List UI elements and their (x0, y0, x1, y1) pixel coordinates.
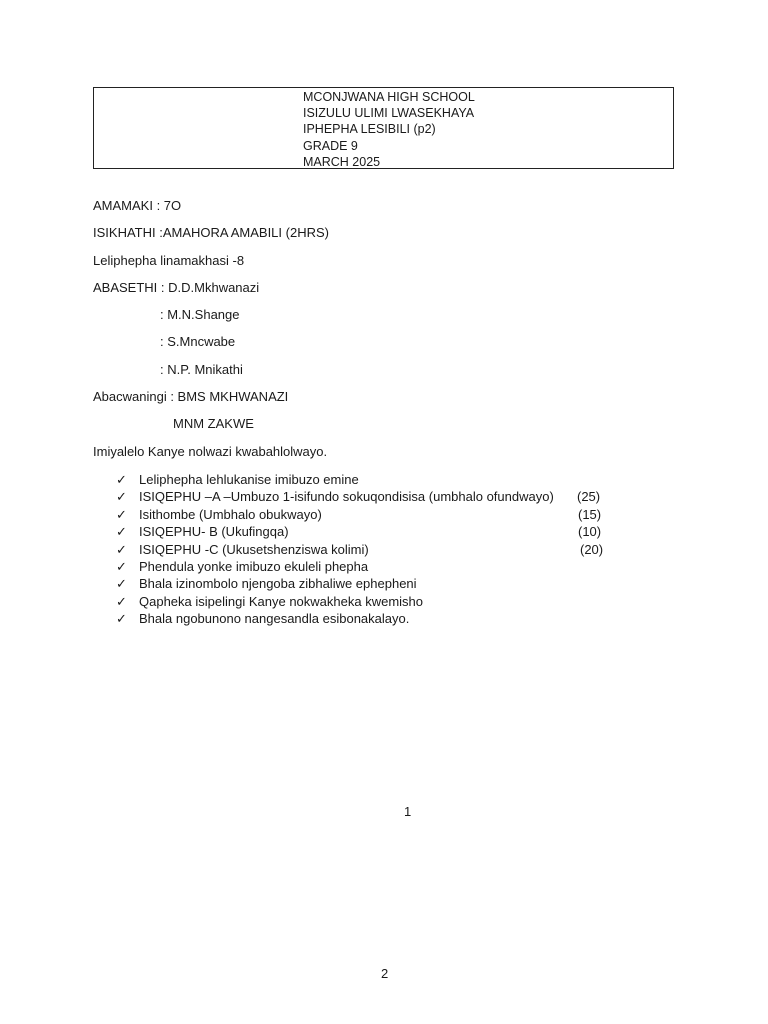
section-marks: (15) (578, 506, 602, 522)
section-marks: (20) (580, 541, 604, 557)
list-item-text: ISIQEPHU- B (Ukufingqa) (139, 524, 289, 540)
examiner-name: : M.N.Shange (160, 307, 240, 322)
examiners-line: ABASETHI : D.D.Mkhwanazi (93, 280, 260, 295)
exam-time: ISIKHATHI :AMAHORA AMABILI (2HRS) (93, 225, 329, 240)
school-name: MCONJWANA HIGH SCHOOL (303, 90, 475, 104)
checkmark-icon: ✓ (116, 576, 127, 592)
checkmark-icon: ✓ (116, 593, 127, 609)
checkmark-icon: ✓ (116, 558, 127, 574)
total-marks: AMAMAKI : 7O (93, 198, 182, 213)
page-count: Leliphepha linamakhasi -8 (93, 253, 245, 268)
subject-name: ISIZULU ULIMI LWASEKHAYA (303, 106, 475, 121)
list-item-text: Bhala izinombolo njengoba zibhaliwe ephepheni (139, 576, 417, 592)
section-marks: (10) (578, 524, 602, 540)
checkmark-icon: ✓ (116, 489, 127, 505)
paper-name: IPHEPHA LESIBILI (p2) (303, 122, 436, 137)
checkmark-icon: ✓ (116, 524, 127, 540)
checkmark-icon: ✓ (116, 472, 127, 487)
list-item-text: Bhala ngobunono nangesandla esibonakalayo. (139, 611, 410, 627)
checkmark-icon: ✓ (116, 611, 127, 627)
title-block (303, 89, 475, 170)
list-item-text: ISIQEPHU -C (Ukusetshenziswa kolimi) (139, 541, 369, 557)
page-number: 1 (404, 804, 412, 819)
checkmark-icon: ✓ (116, 541, 127, 557)
moderator-name: MNM ZAKWE (173, 416, 254, 431)
page-number: 2 (381, 966, 389, 981)
moderators-line: Abacwaningi : BMS MKHWANAZI (93, 389, 289, 404)
exam-date: MARCH 2025 (303, 154, 381, 169)
title-box (93, 87, 674, 169)
list-item-text: Leliphepha lehlukanise imibuzo emine (139, 472, 359, 487)
list-item-text: Isithombe (Umbhalo obukwayo) (139, 506, 322, 522)
list-item-text: Qapheka isipelingi Kanye nokwakheka kwemisho (139, 593, 423, 609)
checkmark-icon: ✓ (116, 506, 127, 522)
examiner-name: : S.Mncwabe (160, 334, 236, 349)
instructions-heading: Imiyalelo Kanye nolwazi kwabahlolwayo. (93, 444, 328, 459)
grade-label: GRADE 9 (303, 138, 358, 153)
examiner-name: : N.P. Mnikathi (160, 362, 243, 377)
list-item-text: ISIQEPHU –A –Umbuzo 1-isifundo sokuqondisisa (umbhalo ofundwayo) (139, 489, 554, 505)
list-item-text: Phendula yonke imibuzo ekuleli phepha (139, 558, 369, 574)
section-marks: (25) (577, 489, 601, 505)
